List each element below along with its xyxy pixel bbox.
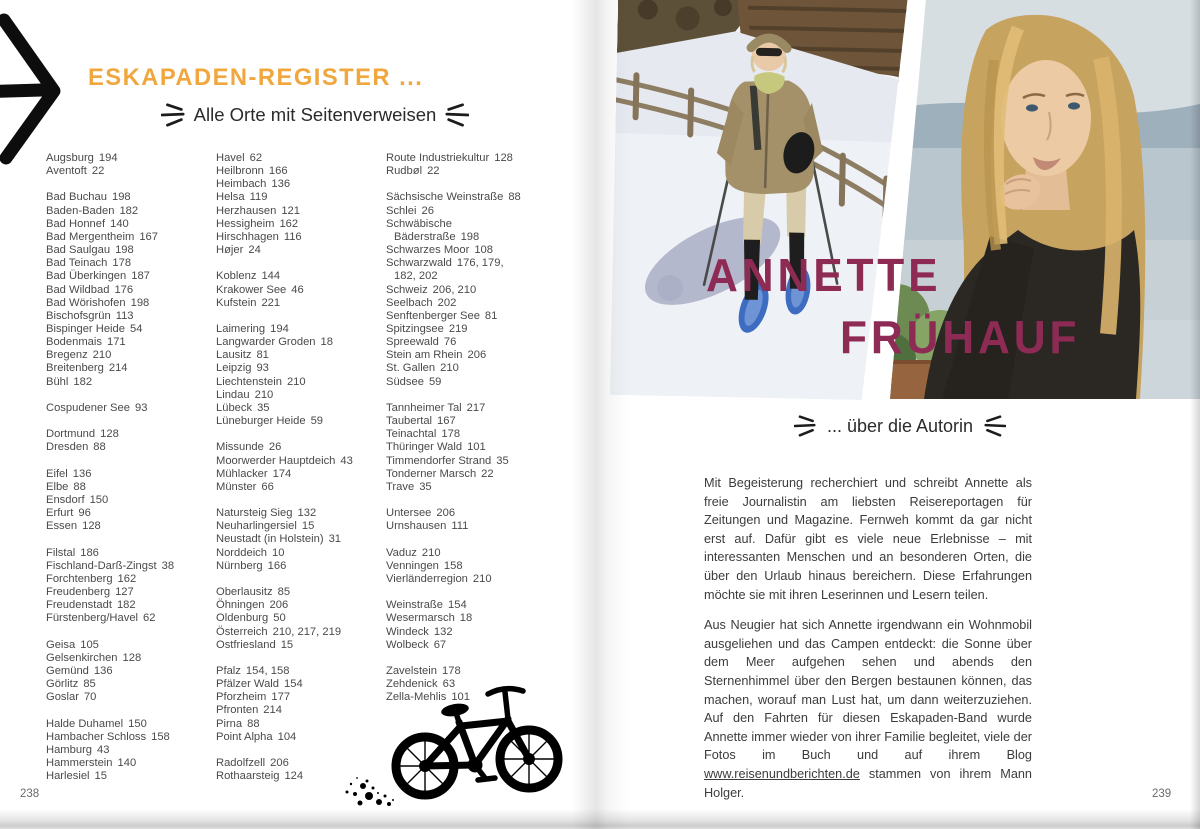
index-group-gap	[386, 389, 570, 402]
index-group-gap	[386, 533, 570, 546]
index-entry: Radolfzell 206	[216, 757, 289, 770]
index-entry: Route Industriekultur 128	[386, 152, 513, 164]
index-entry: Dresden 88	[46, 441, 106, 454]
about-paragraph-1: Mit Begeisterung recherchiert und schreibt Annette als freie Journalistin am liebsten Reisereportagen für Zeitungen und Magazine. Fernweh kommt da gar nicht erst auf. Dafür gibt es viele neue Erlebnisse – mit interessanten Menschen und an besonderen Orten, die über den Urlaub hinaus bereichern. Diese Erfahrungen möchte sie mit ihren Leserinnen und Lesern teilen.	[704, 476, 1032, 602]
index-group-gap	[216, 428, 386, 441]
index-entry: Kufstein 221	[216, 296, 281, 309]
index-column-1	[46, 152, 216, 783]
dash-deco-left-icon	[794, 412, 816, 440]
index-entry: Koblenz 144	[216, 270, 281, 283]
index-entry: Bispinger Heide 54	[46, 323, 143, 336]
index-entry: Taubertal 167	[386, 415, 456, 428]
index-entry: Bodenmais 171	[46, 336, 126, 349]
index-entry: Sächsische Weinstraße 88	[386, 191, 521, 204]
index-entry: Bregenz 210	[46, 349, 112, 362]
index-entry: Lindau 210	[216, 388, 274, 401]
index-group-gap	[46, 626, 216, 639]
index-entry: Pirna 88	[216, 717, 260, 730]
index-entry: Halde Duhamel 150	[46, 717, 147, 730]
index-entry: Zella-Mehlis 101	[386, 691, 470, 704]
about-text	[704, 474, 1032, 814]
index-entry: Spitzingsee 219	[386, 323, 468, 336]
index-entry: Natursteig Sieg 132	[216, 507, 317, 520]
index-entry: Venningen 158	[386, 559, 463, 572]
index-entry: Freudenstadt 182	[46, 599, 136, 612]
index-entry: Nürnberg 166	[216, 559, 287, 572]
blog-link[interactable]: www.reisenundberichten.de	[704, 766, 860, 781]
index-entry: Schwarzwald 176, 179,	[386, 257, 504, 270]
index-entry: Pforzheim 177	[216, 691, 291, 704]
index-entry: Münster 66	[216, 480, 274, 493]
index-entry: Weinstraße 154	[386, 599, 467, 612]
index-entry: Thüringer Wald 101	[386, 441, 486, 454]
index-entry: Windeck 132	[386, 625, 453, 638]
index-entry: Rudbøl 22	[386, 165, 440, 178]
index-entry: Helsa 119	[216, 191, 268, 204]
index-entry: Bad Teinach 178	[46, 257, 132, 270]
index-entry: Hirschhagen 116	[216, 230, 302, 243]
index-entry: Breitenberg 214	[46, 362, 128, 375]
index-entry: Gemünd 136	[46, 665, 113, 677]
index-entry: Havel 62	[216, 152, 263, 164]
index-group-gap	[216, 494, 386, 507]
index-entry: Bad Wildbad 176	[46, 283, 134, 296]
about-paragraph-2-end: stammen von ihrem Mann Holger.	[704, 766, 1032, 800]
index-entry: Bad Mergentheim 167	[46, 230, 158, 243]
index-entry: Erfurt 96	[46, 507, 91, 520]
author-name-line2: FRÜHAUF	[840, 311, 1081, 363]
index-entry: Norddeich 10	[216, 546, 285, 559]
index-entry: Senftenberger See 81	[386, 309, 498, 322]
index-entry: Bischofsgrün 113	[46, 309, 134, 322]
index-entry: Filstal 186	[46, 546, 99, 559]
index-entry: Oldenburg 50	[216, 612, 286, 625]
index-entry: Point Alpha 104	[216, 730, 297, 743]
index-entry: Trave 35	[386, 480, 432, 493]
index-entry: Görlitz 85	[46, 678, 96, 691]
index-entry: Ensdorf 150	[46, 494, 109, 506]
index-entry: Herzhausen 121	[216, 204, 300, 217]
index-entry: Teinachtal 178	[386, 428, 461, 441]
index-group-gap	[216, 310, 386, 323]
index-entry: Augsburg 194	[46, 152, 118, 164]
index-entry: Pfronten 214	[216, 704, 282, 717]
index-entry: Spreewald 76	[386, 336, 457, 349]
index-entry: Eifel 136	[46, 467, 92, 480]
index-entry: Tannheimer Tal 217	[386, 401, 486, 414]
index-entry: Elbe 88	[46, 480, 86, 493]
index-entry: Lüneburger Heide 59	[216, 415, 324, 428]
index-entry: Zehdenick 63	[386, 678, 456, 691]
index-entry: Bad Saulgau 198	[46, 244, 134, 257]
index-entry: Bad Wörishofen 198	[46, 296, 150, 309]
index-entry: Gelsenkirchen 128	[46, 651, 142, 664]
index-entry: Ostfriesland 15	[216, 638, 294, 651]
index-group-gap	[386, 652, 570, 665]
index-group-gap	[46, 415, 216, 428]
arrow-icon	[0, 6, 70, 176]
dash-deco-right-icon	[445, 100, 469, 130]
index-entry: Heimbach 136	[216, 178, 291, 191]
index-entry: 182, 202	[394, 270, 438, 283]
index-entry: Timmendorfer Strand 35	[386, 454, 509, 467]
index-entry: Hessigheim 162	[216, 217, 299, 230]
index-group-gap	[46, 455, 216, 468]
index-entry: Geisa 105	[46, 638, 99, 651]
index-entry: Laimering 194	[216, 323, 289, 335]
index-entry: Højer 24	[216, 244, 261, 257]
index-entry: Österreich 210, 217, 219	[216, 625, 342, 638]
index-group-gap	[386, 586, 570, 599]
index-entry: Neuharlingersiel 15	[216, 520, 315, 533]
index-entry: Cospudener See 93	[46, 401, 148, 414]
index-entry: Bäderstraße 198	[394, 230, 480, 243]
index-entry: Liechtenstein 210	[216, 375, 306, 388]
index-group-gap	[46, 178, 216, 191]
index-entry: Pfälzer Wald 154	[216, 678, 303, 691]
index-entry: Lübeck 35	[216, 401, 270, 414]
index-entry: Krakower See 46	[216, 283, 304, 296]
index-entry: Fischland-Darß-Zingst 38	[46, 559, 175, 572]
index-entry: Mühlacker 174	[216, 467, 292, 480]
bicycle-illustration	[345, 666, 575, 808]
index-entry: Goslar 70	[46, 691, 97, 704]
index-entry: Untersee 206	[386, 507, 456, 520]
index-entry: Bühl 182	[46, 375, 93, 388]
index-group-gap	[46, 533, 216, 546]
index-group-gap	[216, 652, 386, 665]
index-entry: Heilbronn 166	[216, 165, 288, 178]
index-entry: Dortmund 128	[46, 428, 119, 441]
register-subtitle-row	[160, 100, 470, 130]
index-entry: Vaduz 210	[386, 546, 441, 559]
index-group-gap	[216, 257, 386, 270]
index-entry: Seelbach 202	[386, 296, 457, 309]
index-entry: Hambacher Schloss 158	[46, 730, 170, 743]
index-entry: Oberlausitz 85	[216, 586, 291, 599]
about-paragraph-2	[704, 616, 1032, 802]
index-entry: Bad Buchau 198	[46, 191, 131, 204]
index-entry: Wolbeck 67	[386, 638, 447, 651]
about-heading: ... über die Autorin	[826, 415, 974, 436]
index-entry: Aventoft 22	[46, 165, 105, 178]
index-entry: Baden-Baden 182	[46, 204, 139, 217]
index-entry: Öhningen 206	[216, 599, 289, 612]
index-entry: Essen 128	[46, 520, 101, 533]
index-entry: Tonderner Marsch 22	[386, 467, 494, 480]
index-entry: Missunde 26	[216, 441, 282, 454]
index-entry: Freudenberg 127	[46, 586, 134, 599]
index-entry: Stein am Rhein 206	[386, 349, 487, 362]
index-entry: Moorwerder Hauptdeich 43	[216, 454, 353, 467]
dash-deco-right-icon	[984, 412, 1006, 440]
index-entry: Pfalz 154, 158	[216, 665, 290, 677]
index-entry: Zavelstein 178	[386, 665, 461, 677]
page-number-left: 238	[20, 788, 40, 800]
index-entry: Fürstenberg/Havel 62	[46, 612, 156, 625]
about-paragraph-2-text: Aus Neugier hat sich Annette irgendwann ein Wohnmobil ausgeliehen und das Campen entdeckt: die Sonne über dem Meer aufgehen sehen und abends den Sternenhimmel über den Bergen bestaunen können, das machen, worauf man Lust hat, um dann weiterzuziehen. Auf den Fahrten für diesen Eskapaden-Band wurde Annette immer wieder von ihrer Familie begleitet, viele der Fotos im Buch und auf ihrem Blog	[704, 618, 1032, 763]
index-group-gap	[386, 178, 570, 191]
index-group-gap	[216, 573, 386, 586]
index-entry: Hamburg 43	[46, 743, 110, 756]
index-entry: St. Gallen 210	[386, 362, 459, 375]
index-entry: Schweiz 206, 210	[386, 283, 477, 296]
index-group-gap	[46, 704, 216, 717]
index-entry: Lausitz 81	[216, 349, 269, 362]
index-entry: Rothaarsteig 124	[216, 770, 304, 783]
index-entry: Schlei 26	[386, 204, 434, 217]
index-entry: Langwarder Groden 18	[216, 336, 333, 349]
page-number-right: 239	[1152, 788, 1172, 800]
index-entry: Harlesiel 15	[46, 770, 107, 783]
index-entry: Schwäbische	[386, 217, 452, 230]
index-entry: Vierländerregion 210	[386, 572, 492, 585]
register-subtitle: Alle Orte mit Seitenverweisen	[193, 104, 437, 125]
index-entry: Urnshausen 111	[386, 520, 469, 533]
index-entry: Schwarzes Moor 108	[386, 244, 493, 257]
index-entry: Forchtenberg 162	[46, 572, 137, 585]
page-right	[600, 0, 1200, 829]
index-entry: Südsee 59	[386, 375, 442, 388]
index-entry: Bad Honnef 140	[46, 217, 129, 230]
register-title: ESKAPADEN-REGISTER ...	[88, 64, 424, 91]
index-entry: Leipzig 93	[216, 362, 269, 375]
index-group-gap	[46, 389, 216, 402]
index-entry: Wesermarsch 18	[386, 612, 473, 625]
author-name-line1: ANNETTE	[706, 249, 942, 301]
index-group-gap	[386, 494, 570, 507]
index-entry: Bad Überkingen 187	[46, 270, 150, 283]
dash-deco-left-icon	[161, 100, 185, 130]
about-heading-row	[750, 412, 1050, 440]
index-entry: Hammerstein 140	[46, 757, 137, 770]
index-entry: Neustadt (in Holstein) 31	[216, 533, 342, 546]
